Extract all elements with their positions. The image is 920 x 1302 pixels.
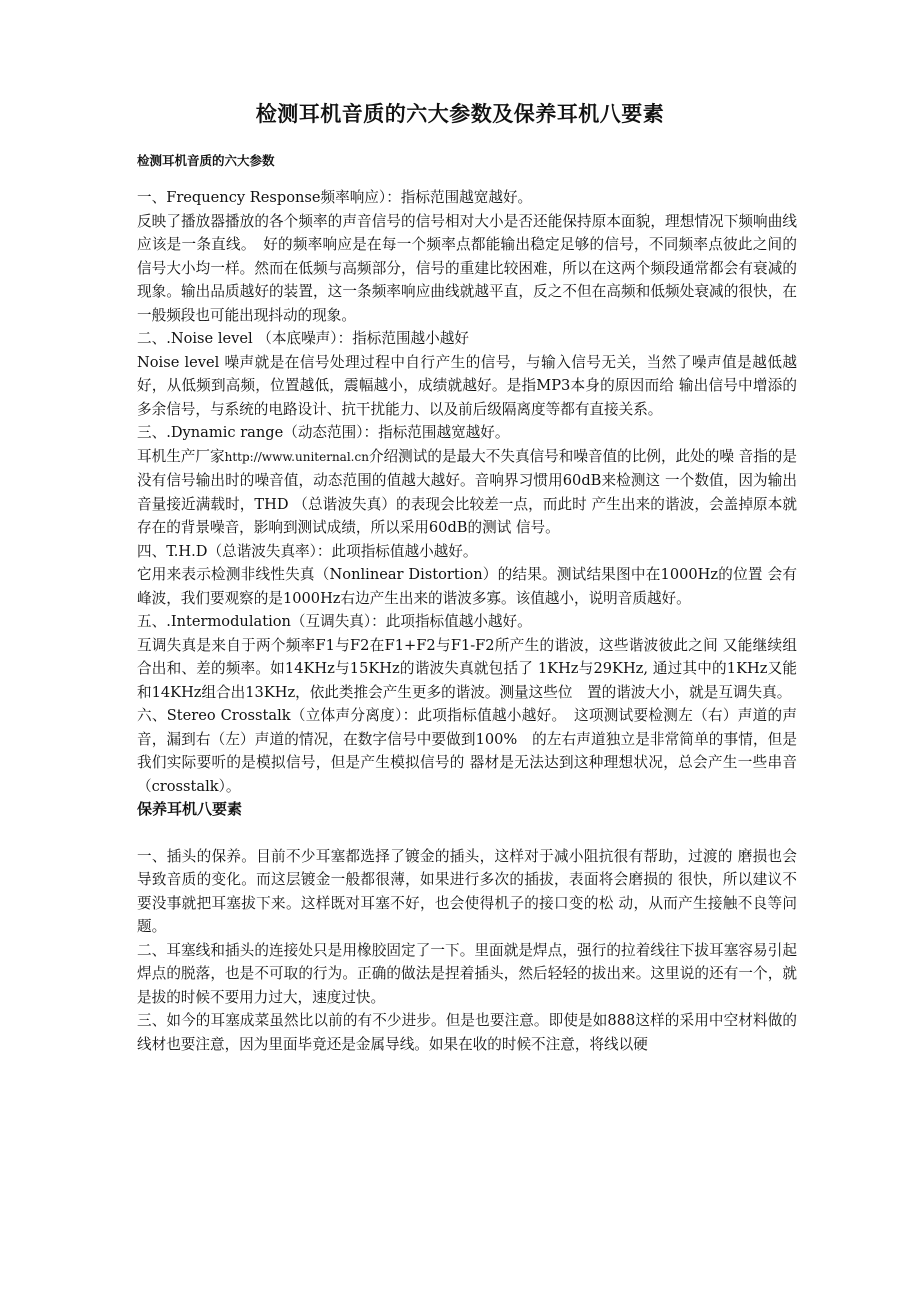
param-3-body-pre: 耳机生产厂家 bbox=[137, 447, 225, 465]
param-4-heading: 四、T.H.D（总谐波失真率）：此项指标值越小越好。 bbox=[137, 542, 478, 560]
section-subheading: 检测耳机音质的六大参数 bbox=[137, 153, 275, 168]
manufacturer-url-link[interactable]: http://www.uniternal.cn bbox=[224, 449, 369, 464]
param-4-body: 它用来表示检测非线性失真（Nonlinear Distortion）的结果。测试结果图中在1000Hz的位置 会有峰波，我们要观察的是1000Hz右边产生出来的谐波多寡。该值越小，说明音质越好。 bbox=[137, 566, 797, 607]
param-3-heading: 三、.Dynamic range（动态范围）：指标范围越宽越好。 bbox=[137, 424, 510, 441]
param-6-heading: 六、Stereo Crosstalk（立体声分离度）：此项指标值越小越好。 bbox=[137, 707, 560, 724]
param-2-body: Noise level 噪声就是在信号处理过程中自行产生的信号，与输入信号无关，当然了噪声值是越低越好，从低频到高频，位置越低，震幅越小，成绩就越好。是指MP3本身的原因而给 输出信号中增添的多余信号，与系统的电路设计、抗干扰能力、以及前后级隔离度等都有直接关系。 bbox=[137, 353, 797, 418]
param-2-heading: 二、.Noise level （本底噪声）：指标范围越小越好 bbox=[137, 330, 469, 347]
param-1-body: 反映了播放器播放的各个频率的声音信号的信号相对大小是否还能保持原本面貌，理想情况下频响曲线应该是一条直线。 好的频率响应是在每一个频率点都能输出稳定足够的信号，不同频率点彼此之间的信号大小均一样。然而在低频与高频部分，信号的重建比较困难，所以在这两个频段通常都会有衰减的现象。输出品质越好的装置，这一条频率响应曲线就越平直，反之不但在高频和低频处衰减的很快，在一般频段也可能出现抖动的现象。 bbox=[137, 212, 797, 324]
param-6-body: 这项测试要检测左（右）声道的声音，漏到右（左）声道的情况，在数字信号中要做到100% 的左右声道独立是非常简单的事情，但是我们实际要听的是模拟信号，但是产生模拟信号的 器材是无法达到这种理想状况，总会产生一些串音（crosstalk）。 bbox=[137, 707, 797, 795]
param-3-body: 介绍测试的是最大不失真信号和噪音值的比例，此处的噪 音指的是没有信号输出时的噪音值，动态范围的值越大越好。音响界习惯用60dB来检测这 一个数值，因为输出音量接近满载时，THD （总谐波失真）的表现会比较差一点，而此时 产生出来的谐波，会盖掉原本就存在的背景噪音，影响到测试成绩，所以采用60dB的测试 信号。 bbox=[137, 447, 797, 536]
document-title: 检测耳机音质的六大参数及保养耳机八要素 bbox=[255, 101, 665, 126]
param-5-body: 互调失真是来自于两个频率F1与F2在F1+F2与F1-F2所产生的谐波，这些谐波彼此之间 又能继续组合出和、差的频率。如14KHz与15KHz的谐波失真就包括了 1KHz与29KHz, 通过其中的1KHz又能和14KHz组合出13KHz，依此类推会产生更多的谐波。测量这些位 置的谐波大小，就是互调失真。 bbox=[137, 636, 797, 701]
document-body bbox=[137, 186, 797, 1056]
care-section-title: 保养耳机八要素 bbox=[137, 800, 243, 818]
param-5-heading: 五、.Intermodulation（互调失真）：此项指标值越小越好。 bbox=[137, 613, 532, 630]
care-item-1: 一、插头的保养。目前不少耳塞都选择了镀金的插头，这样对于减小阻抗很有帮助，过渡的 磨损也会导致音质的变化。而这层镀金一般都很薄，如果进行多次的插拔，表面将会磨损的 很快，所以建议不要没事就把耳塞拔下来。这样既对耳塞不好，也会使得机子的接口变的松 动，从而产生接触不良等问题。 bbox=[137, 847, 797, 935]
spacer bbox=[137, 822, 797, 845]
param-1-heading: 一、Frequency Response频率响应）：指标范围越宽越好。 bbox=[137, 189, 533, 206]
param-6-paragraph bbox=[137, 704, 797, 798]
care-item-3: 三、如今的耳塞成菜虽然比以前的有不少进步。但是也要注意。即使是如888这样的采用中空材料做的线材也要注意，因为里面毕竟还是金属导线。如果在收的时候不注意，将线以硬 bbox=[137, 1012, 797, 1053]
param-3-body-paragraph bbox=[137, 445, 797, 540]
care-item-2: 二、耳塞线和插头的连接处只是用橡胶固定了一下。里面就是焊点，强行的拉着线往下拔耳塞容易引起焊点的脱落，也是不可取的行为。正确的做法是捏着插头，然后轻轻的拔出来。这里说的还有一个，就是拔的时候不要用力过大，速度过快。 bbox=[137, 941, 797, 1006]
